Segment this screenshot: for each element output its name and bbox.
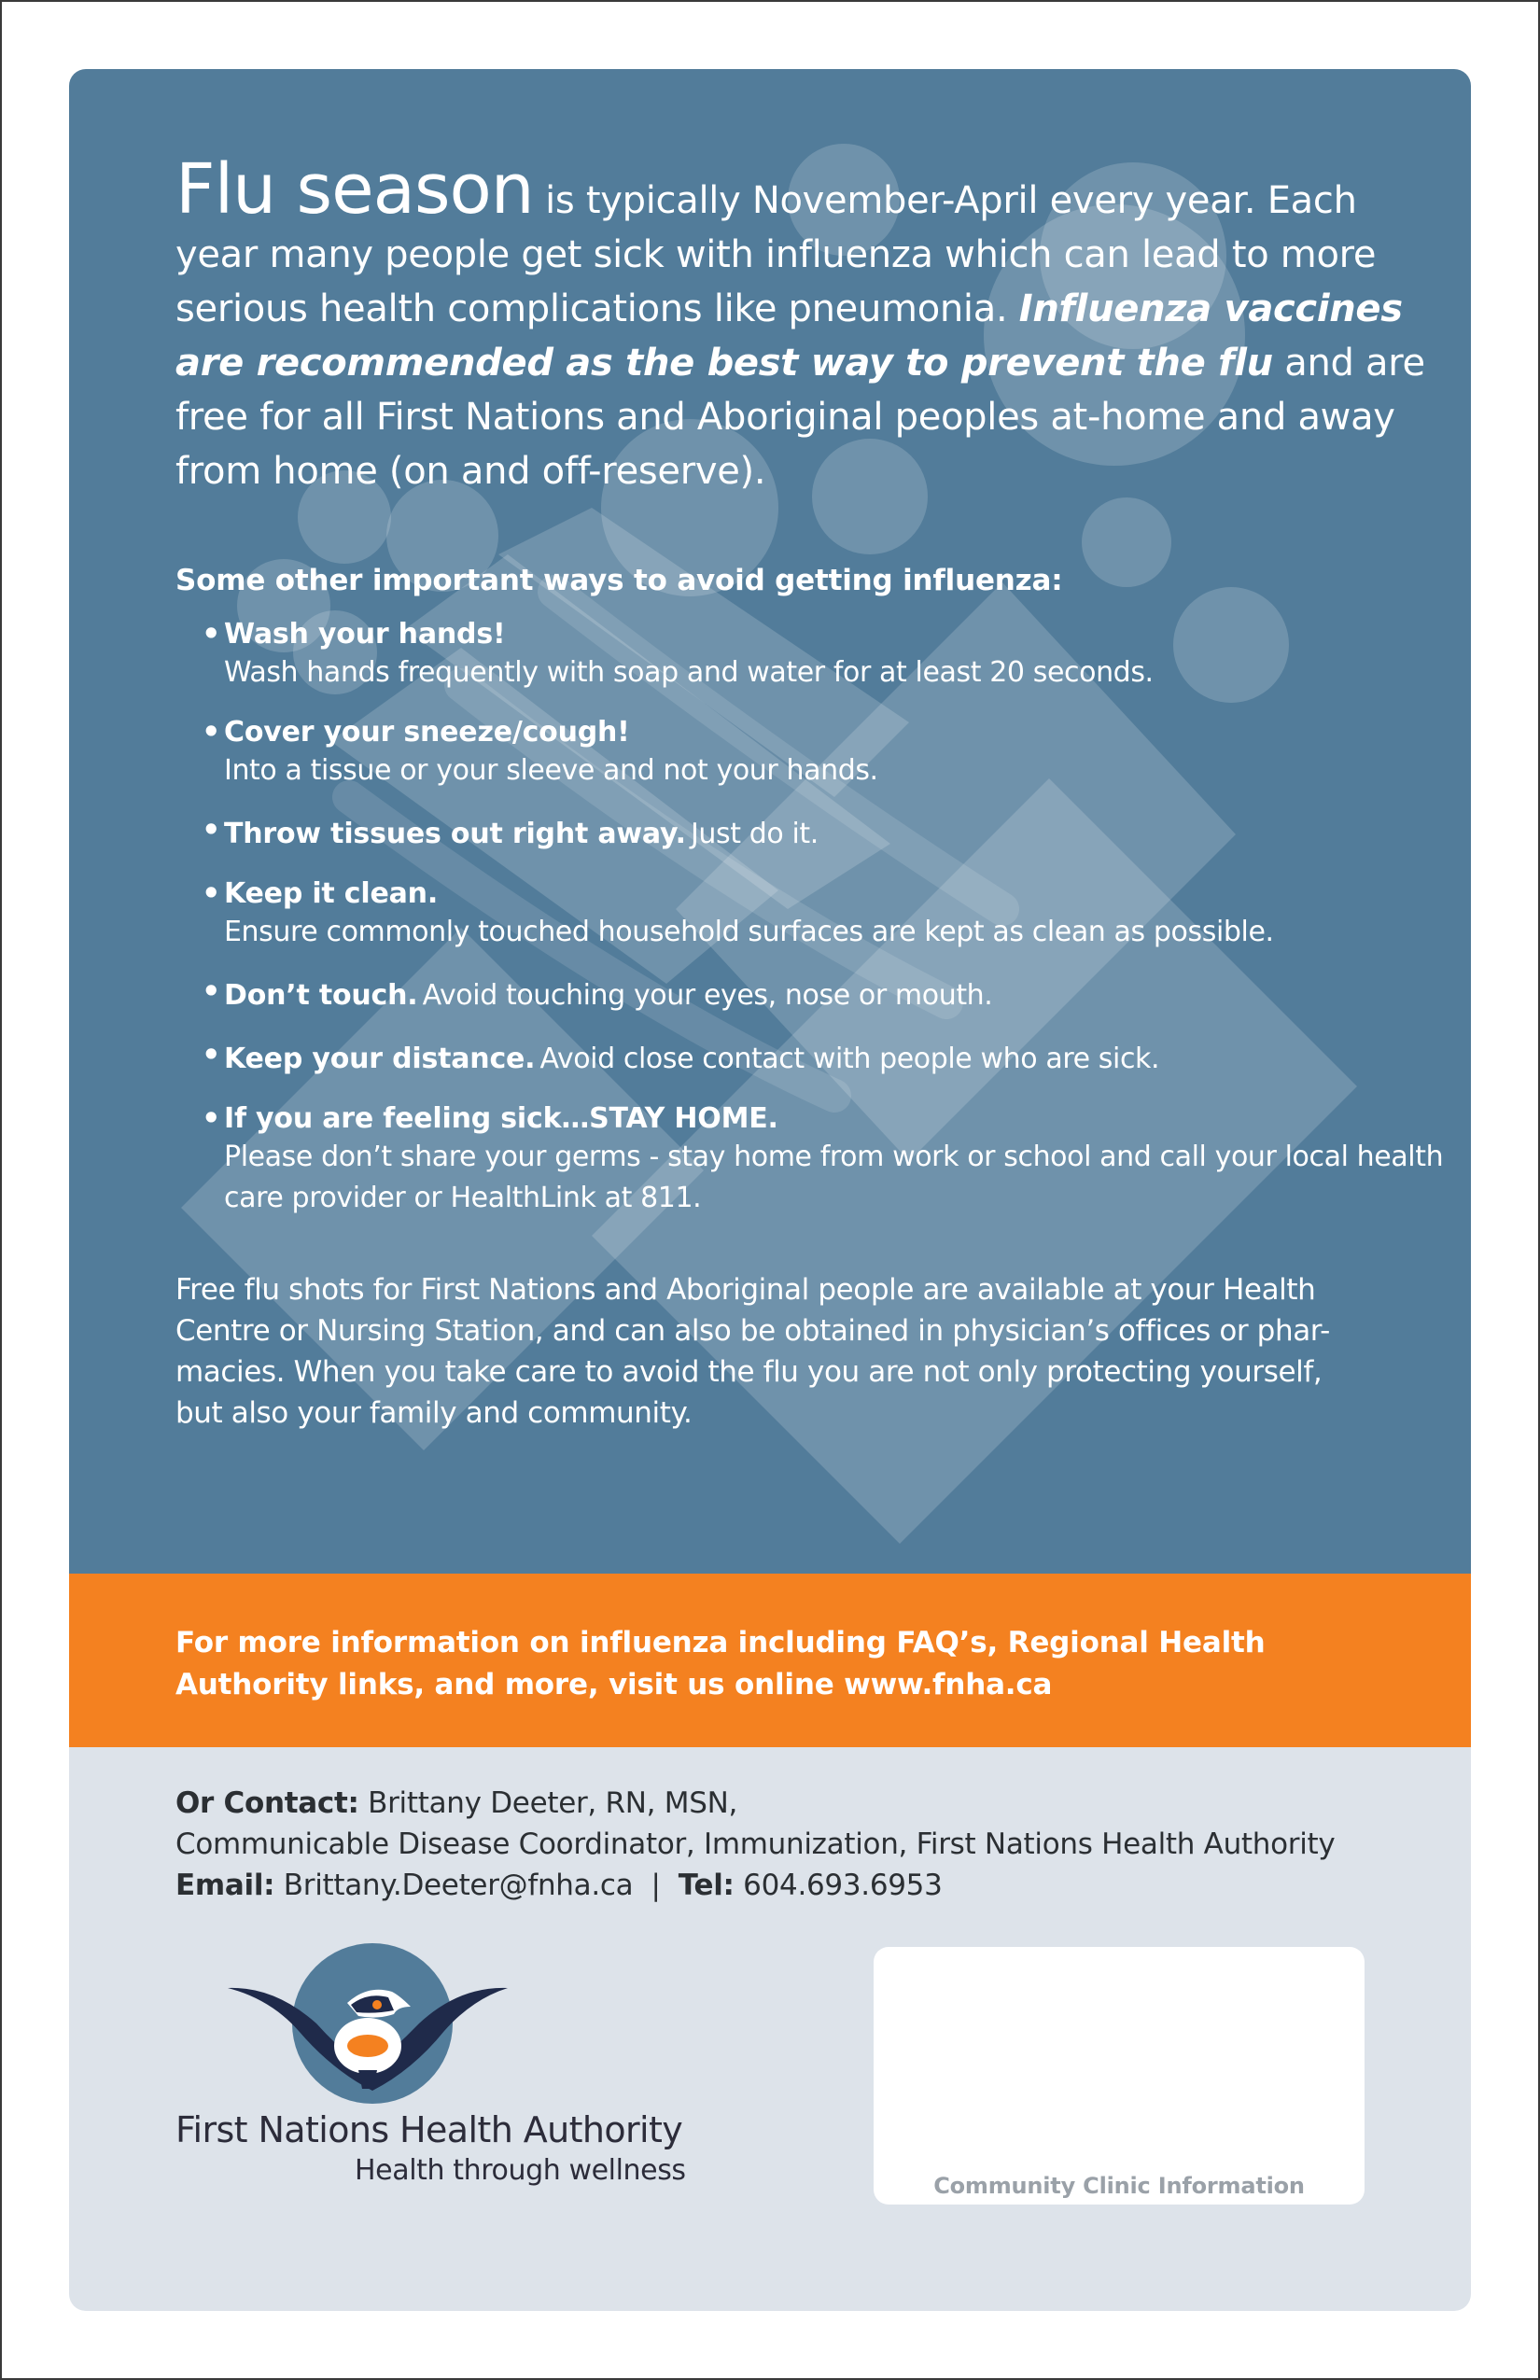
clinic-label: Community Clinic Information [933,2173,1305,2199]
community-clinic-box [874,1947,1365,2205]
tip-cover-sneeze [202,716,1445,791]
intro-text-1: is typically November-April every year. Each year many people get sick with influenza which can lead to more serious health complications like pneumonia. [175,179,1377,330]
tip-desc: Into a tissue or your sleeve and not your hands. [224,754,878,787]
contact-block [175,1783,1445,1906]
eagle-logo-icon [228,1930,508,2117]
tip-title: Throw tissues out right away. [224,818,686,850]
tel-link[interactable]: 604.693.6953 [734,1869,943,1902]
tip-desc: Please don’t share your germs - stay home from work or school and call your local health care provider or HealthLink at 811. [224,1141,1444,1214]
more-info-banner [69,1574,1471,1747]
intro-paragraph [175,149,1445,498]
contact-name: Brittany Deeter, RN, MSN, [358,1786,738,1820]
logo-org-name: First Nations Health Authority [175,2109,683,2150]
tip-title: • Cover your sneeze/cough! [224,716,630,749]
email-label: Email: [175,1869,275,1902]
contact-line-3 [175,1865,1445,1906]
tip-desc: Wash hands frequently with soap and water for at least 20 seconds. [224,656,1154,689]
intro-emphasis: Influenza vaccines are recommended as the best way to prevent the flu [175,287,1403,385]
more-info-text: For more information on influenza including FAQ’s, Regional Health Authority links, and more, visit us online www.fnha.ca [175,1626,1266,1701]
contact-role: Communicable Disease Coordinator, Immunization, First Nations Health Authority [175,1827,1336,1861]
tip-title: • If you are feeling sick…STAY HOME. [224,1102,778,1135]
tip-desc: Ensure commonly touched household surfaces are kept as clean as possible. [224,916,1274,948]
tel-label: Tel: [678,1869,735,1902]
tip-throw-tissues [202,814,1445,855]
tip-keep-distance [202,1039,1445,1080]
tip-stay-home [202,1102,1445,1219]
tips-list [175,618,1445,1219]
tip-wash-hands [202,618,1445,693]
free-flu-shots-note: Free flu shots for First Nations and Aboriginal people are available at your Health Centre or Nursing Station, and can also be obtained in physician’s offices or phar-macies. When you take care to avoid the flu you are not only protecting yourself, but also your family and community. [175,1273,1330,1430]
tip-desc: Avoid touching your eyes, nose or mouth. [422,979,993,1012]
tip-title: • Wash your hands! [224,618,506,651]
tips-heading: Some other important ways to avoid getting influenza: [175,564,1063,597]
tip-title: Don’t touch. [224,979,418,1012]
fnha-logo [172,1930,694,2229]
contact-label: Or Contact: [175,1786,359,1820]
tip-title: • Keep it clean. [224,877,439,910]
info-panel [69,69,1471,1574]
tip-keep-clean [202,877,1445,953]
tip-dont-touch [202,975,1445,1016]
tip-title: Keep your distance. [224,1043,536,1075]
intro-lead: Flu season [175,149,534,230]
email-link[interactable]: Brittany.Deeter@fnha.ca [274,1869,634,1902]
tip-desc: Avoid close contact with people who are sick. [539,1043,1160,1075]
main-content [175,149,1445,1434]
contact-line-1 [175,1783,1445,1824]
separator: | [633,1869,679,1902]
intro-text-2: and are free for all First Nations and Aboriginal peoples at-home and away from home (on and off-reserve). [175,342,1425,493]
logo-tagline: Health through wellness [355,2154,686,2187]
tip-desc: Just do it. [690,818,819,850]
flyer-card [69,69,1471,2311]
